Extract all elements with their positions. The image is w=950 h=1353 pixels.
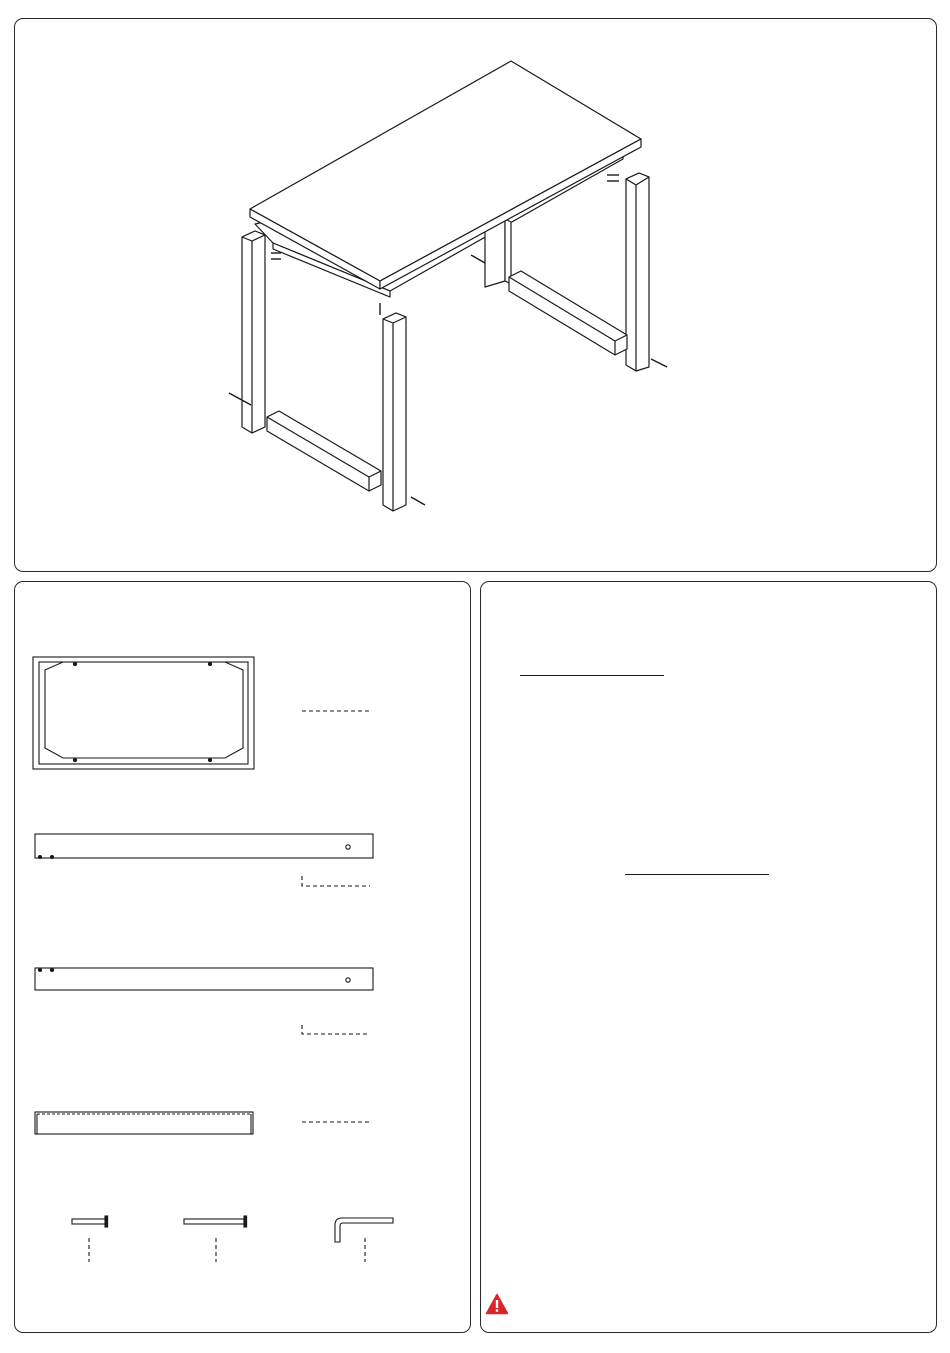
- notes-heading-rule-2: [625, 874, 769, 875]
- parts-list-panel: [14, 581, 471, 1333]
- exploded-desk-diagram: [15, 19, 938, 573]
- short-bolt-icon: [72, 1216, 108, 1262]
- desk-top-underside-part: [33, 657, 254, 769]
- rail-part-1: [35, 834, 373, 859]
- rail-part-2: [35, 968, 373, 990]
- notes-panel: [480, 581, 937, 1333]
- long-bolt-icon: [184, 1216, 247, 1262]
- warning-triangle-icon: [485, 1293, 509, 1315]
- apron-part: [35, 1112, 253, 1134]
- rear-left-leg-side: [505, 219, 511, 284]
- notes-heading-rule-1: [520, 675, 664, 676]
- label-leader-3: [302, 1025, 370, 1034]
- front-middle-leg: [383, 313, 406, 511]
- assembly-view-panel: [14, 18, 937, 572]
- label-leader-2: [302, 876, 370, 886]
- parts-illustrations: [15, 582, 472, 1334]
- allen-key-icon: [335, 1218, 393, 1262]
- right-back-leg: [626, 173, 649, 371]
